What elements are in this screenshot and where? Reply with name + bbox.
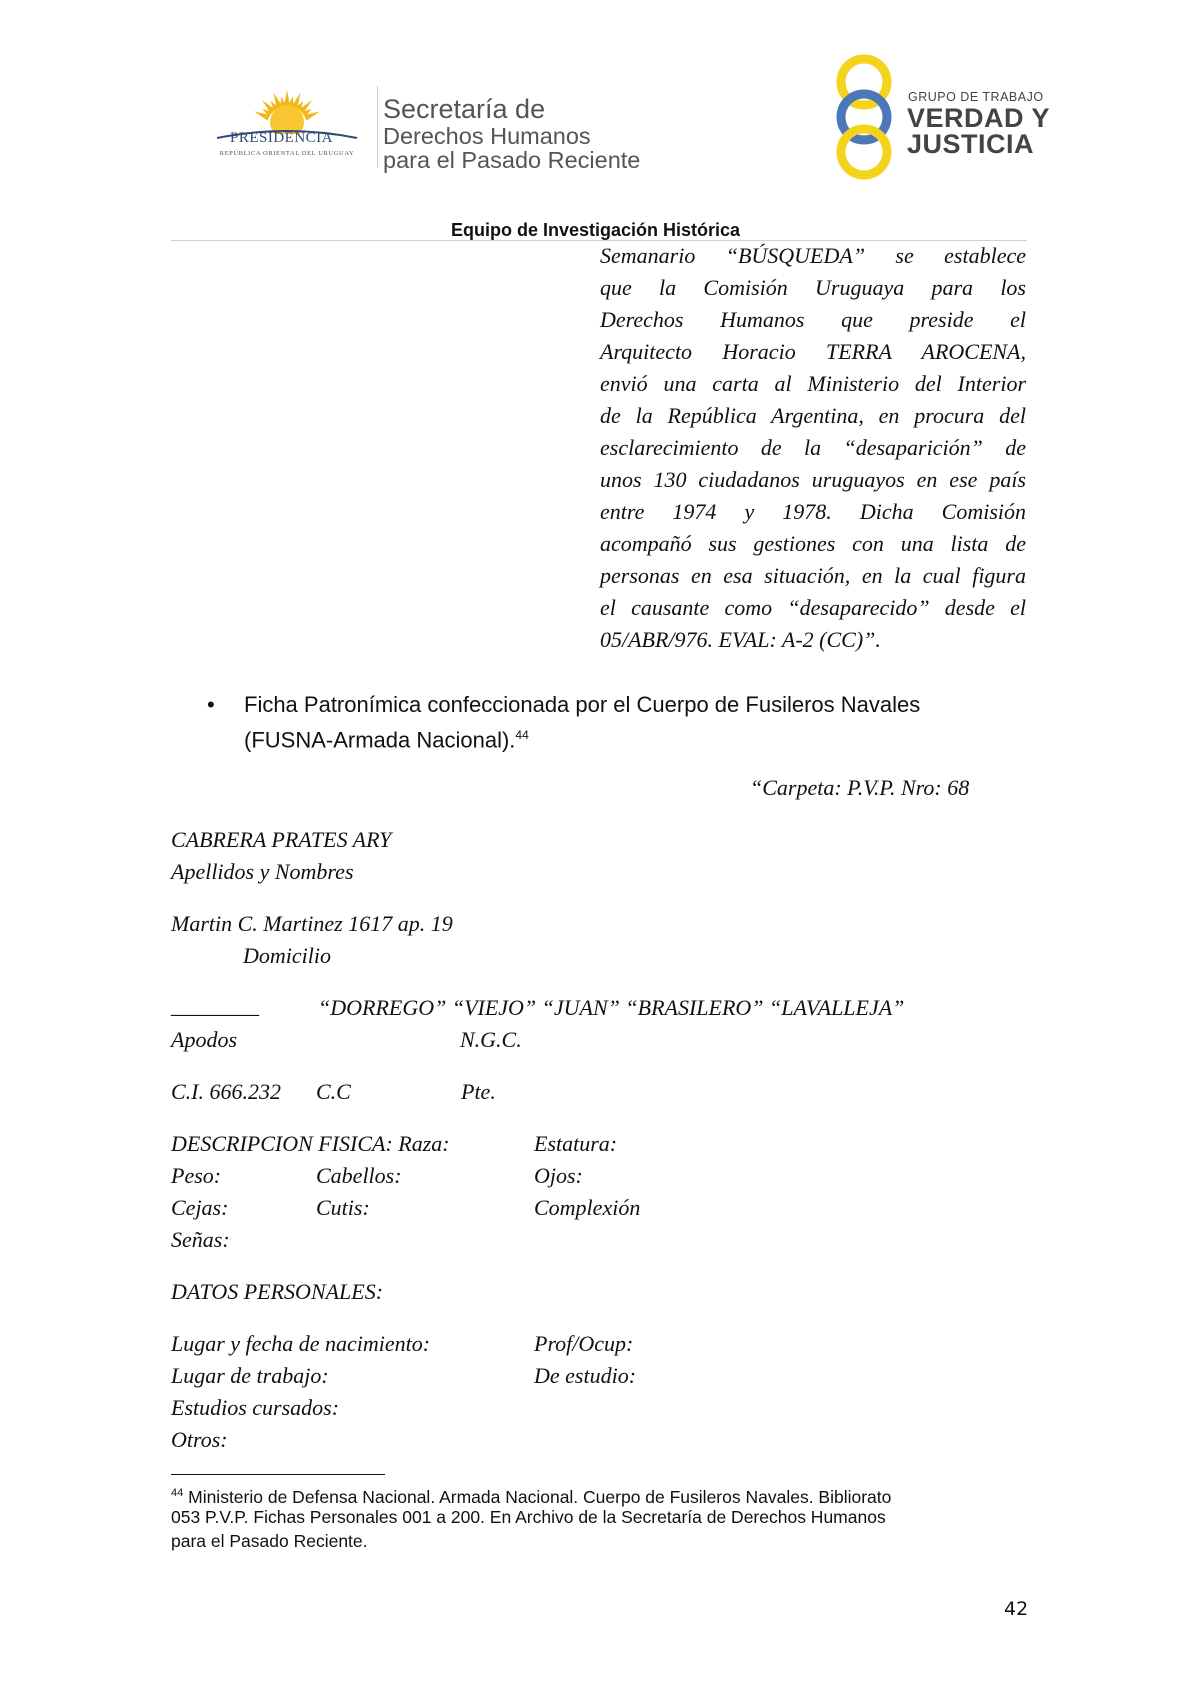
quote-line: que la Comisión Uruguaya para los (600, 275, 1026, 300)
verdad-label: VERDAD Y (907, 103, 1051, 133)
presidencia-label: PRESIDENCIA (230, 130, 334, 146)
footnote-ref[interactable]: 44 (515, 728, 529, 742)
presidencia-sublabel: REPÚBLICA ORIENTAL DEL URUGUAY (219, 150, 355, 157)
quote-line: Arquitecto Horacio TERRA AROCENA, (600, 339, 1026, 364)
cc-value: C.C (316, 1079, 351, 1104)
footnote-text1: Ministerio de Defensa Nacional. Armada Nacional. Cuerpo de Fusileros Navales. Biblioratо (183, 1486, 892, 1507)
grupo-label: GRUPO DE TRABAJO (908, 90, 1044, 104)
cutis-label: Cutis: (316, 1195, 370, 1220)
name-label: Apellidos y Nombres (171, 859, 354, 884)
ojos-label: Ojos: (534, 1163, 583, 1188)
lugar-trabajo-label: Lugar de trabajo: (171, 1363, 329, 1388)
quote-line: entre 1974 y 1978. Dicha Comisión (600, 499, 1026, 524)
quote-line: 05/ABR/976. EVAL: A-2 (CC)”. (600, 627, 881, 652)
bullet-symbol: • (207, 692, 215, 717)
quote-line: acompañó sus gestiones con una lista de (600, 531, 1026, 556)
footnote-rule (171, 1474, 385, 1475)
de-estudio-label: De estudio: (534, 1363, 637, 1388)
prof-label: Prof/Ocup: (534, 1331, 634, 1356)
blank-line: ________ (171, 993, 259, 1018)
aliases-value: “DORREGO” “VIEJO” “JUAN” “BRASILERO” “LAVALLEJA” (318, 995, 905, 1020)
quote-line: de la República Argentina, en procura del (600, 403, 1026, 428)
quote-line: esclarecimiento de la “desaparición” de (600, 435, 1026, 460)
peso-label: Peso: (171, 1163, 222, 1188)
quote-line: envió una carta al Ministerio del Interior (600, 371, 1026, 396)
footnote-line2: 053 P.V.P. Fichas Personales 001 a 200. En Archivo de la Secretaría de Derechos Humanos (171, 1507, 886, 1527)
complexion-label: Complexión (534, 1195, 641, 1220)
senas-label: Señas: (171, 1227, 230, 1252)
justicia-label: JUSTICIA (907, 129, 1035, 159)
page-number: 42 (1004, 1598, 1029, 1620)
presidencia-logo (212, 86, 362, 172)
carpeta-line: “Carpeta: P.V.P. Nro: 68 (750, 775, 970, 800)
bullet-line2 (244, 720, 529, 755)
cabellos-label: Cabellos: (316, 1163, 402, 1188)
secretaria-line3: para el Pasado Reciente (383, 147, 641, 173)
otros-label: Otros: (171, 1427, 228, 1452)
desc-title: DESCRIPCION FISICA: Raza: (171, 1131, 450, 1156)
ci-value: C.I. 666.232 (171, 1079, 281, 1104)
ngc-value: N.G.C. (460, 1027, 522, 1052)
secretaria-line2: Derechos Humanos (383, 123, 591, 149)
bullet-line1: Ficha Patronímica confeccionada por el Cuerpo de Fusileros Navales (244, 692, 921, 717)
cejas-label: Cejas: (171, 1195, 229, 1220)
name-value: CABRERA PRATES ARY (171, 827, 392, 852)
address-value: Martin C. Martinez 1617 ap. 19 (171, 911, 453, 936)
bullet-line2-text: (FUSNA-Armada Nacional). (244, 727, 516, 753)
aliases-label: Apodos (171, 1027, 237, 1052)
quote-line: Semanario “BÚSQUEDA” se establece (600, 243, 1026, 268)
datos-title: DATOS PERSONALES: (171, 1279, 384, 1304)
estudios-label: Estudios cursados: (171, 1395, 340, 1420)
quote-line: personas en esa situación, en la cual figura (600, 563, 1026, 588)
verdad-justicia-rings-icon (824, 54, 904, 180)
team-title: Equipo de Investigación Histórica (450, 220, 741, 240)
secretaria-line1: Secretaría de (383, 94, 546, 124)
pte-value: Pte. (461, 1079, 496, 1104)
estatura-label: Estatura: (534, 1131, 618, 1156)
footnote-number: 44 (171, 1487, 184, 1499)
quote-line: unos 130 ciudadanos uruguayos en ese país (600, 467, 1026, 492)
lugar-fecha-label: Lugar y fecha de nacimiento: (171, 1331, 431, 1356)
header-divider (377, 86, 378, 168)
quote-line: el causante como “desaparecido” desde el (600, 595, 1026, 620)
quote-line: Derechos Humanos que preside el (600, 307, 1026, 332)
address-label: Domicilio (243, 943, 331, 968)
footnote-line3: para el Pasado Reciente. (171, 1531, 368, 1551)
